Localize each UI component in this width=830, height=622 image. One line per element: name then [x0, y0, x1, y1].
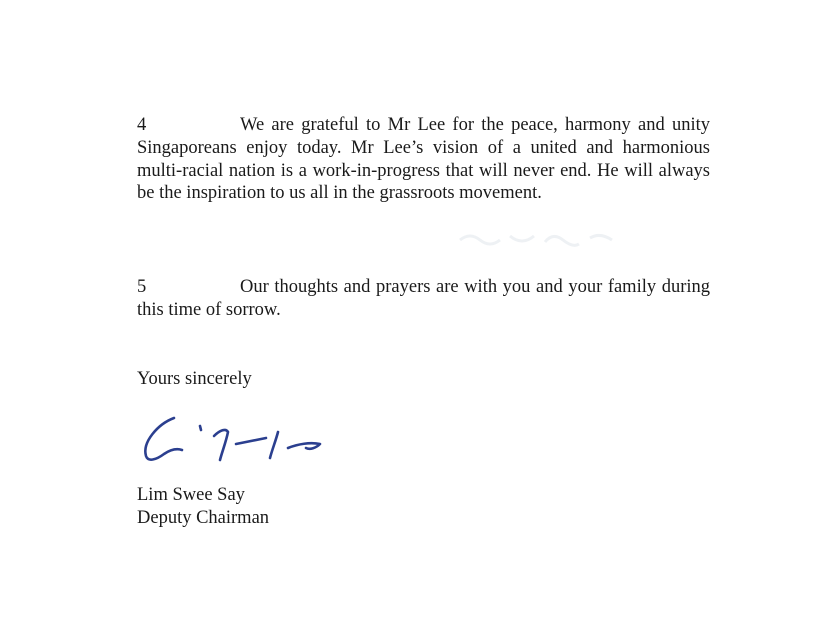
paragraph-number: 4 — [137, 115, 147, 135]
signer-name: Lim Swee Say — [137, 485, 245, 505]
handwritten-signature — [138, 408, 338, 468]
paragraph-number: 5 — [137, 277, 147, 297]
paragraph-text: We are grateful to Mr Lee for the peace, harmony and unity Singaporeans enjoy today. Mr Lee’s vision of a united and harmonious multi-racial nation is a work-in-progress that will never end. He will always be the inspiration to us all in the grassroots movement. — [137, 115, 710, 204]
bleed-through-mark — [450, 222, 630, 252]
paragraph-5 — [137, 276, 710, 322]
paragraph-text: Our thoughts and prayers are with you and your family during this time of sorrow. — [137, 277, 710, 320]
closing-salutation: Yours sincerely — [137, 369, 252, 389]
signer-title: Deputy Chairman — [137, 508, 270, 528]
paragraph-4 — [137, 114, 710, 205]
